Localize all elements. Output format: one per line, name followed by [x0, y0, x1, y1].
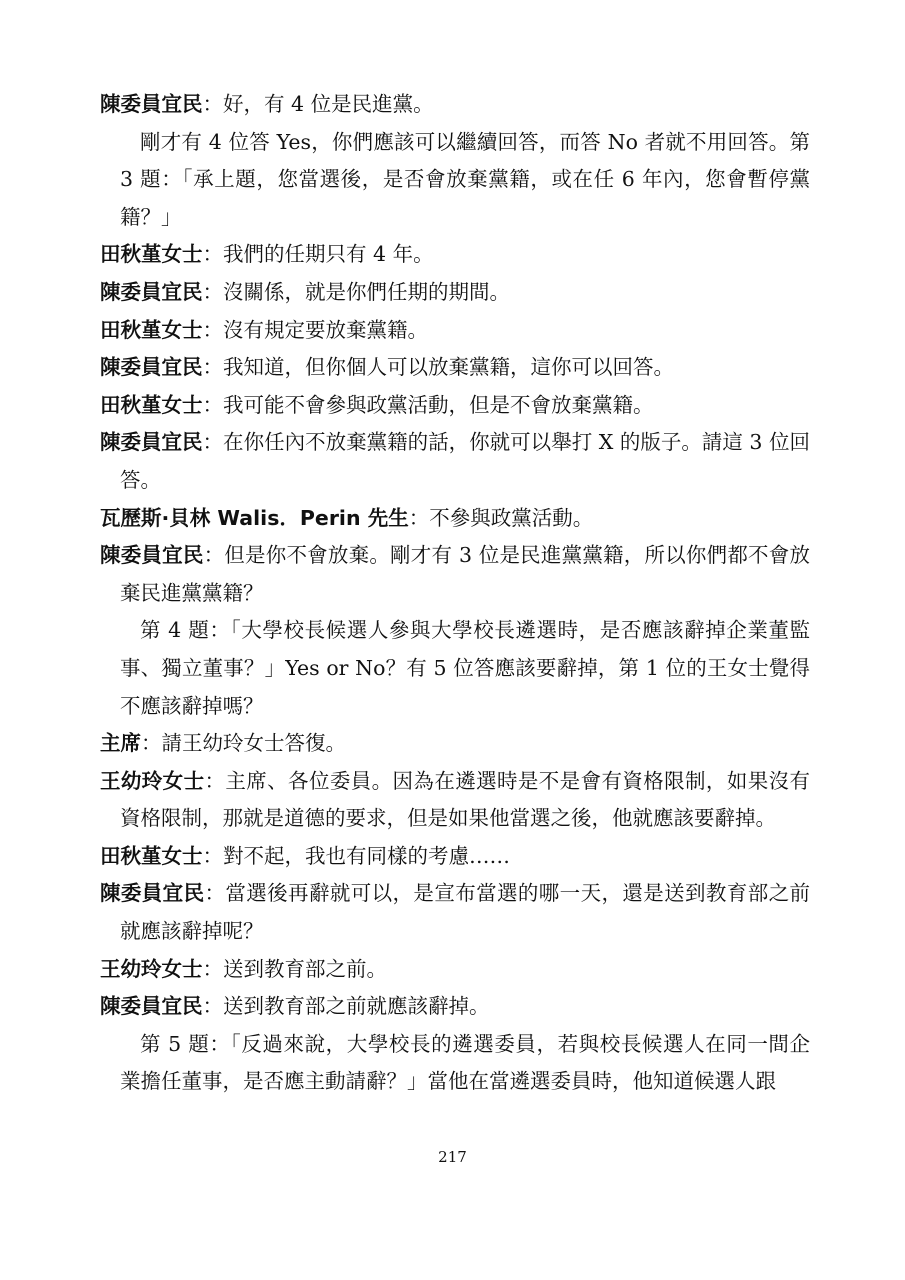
paragraph-12	[100, 725, 810, 763]
paragraph-7	[100, 387, 810, 425]
speech-text: ：送到教育部之前就應該辭掉。	[202, 994, 490, 1019]
speech-text: ：對不起，我也有同樣的考慮……	[202, 843, 510, 868]
speech-text: ：主席、各位委員。因為在遴選時是不是會有資格限制，如果沒有資格限制，那就是道德的要求，但是如果他當選之後，他就應該要辭掉。	[120, 768, 811, 831]
speech-text: ：不參與政黨活動。	[408, 505, 594, 530]
speech-text: ：請王幼玲女士答復。	[141, 731, 346, 756]
paragraph-10	[100, 537, 810, 612]
speech-text: ：在你任內不放棄黨籍的話，你就可以舉打 X 的版子。請這 3 位回答。	[120, 430, 811, 492]
speech-text: ：但是你不會放棄。剛才有 3 位是民進黨黨籍，所以你們都不會放棄民進黨黨籍？	[120, 543, 810, 605]
speech-text: ：我們的任期只有 4 年。	[202, 242, 434, 267]
speaker: 王幼玲女士	[100, 956, 203, 981]
paragraph-8	[100, 424, 810, 499]
paragraph-4	[100, 274, 810, 312]
speaker: 陳委員宜民	[100, 355, 203, 380]
paragraph-11	[100, 612, 810, 725]
speech-text: 第 4 題：「大學校長候選人參與大學校長遴選時，是否應該辭掉企業董監事、獨立董事？」Yes or No？有 5 位答應該要辭掉，第 1 位的王女士覺得不應該辭掉嗎？	[120, 618, 810, 718]
speaker: 王幼玲女士	[100, 768, 205, 793]
speech-text: ：我知道，但你個人可以放棄黨籍，這你可以回答。	[202, 355, 674, 380]
transcript-body	[100, 86, 810, 1101]
paragraph-2	[100, 124, 810, 237]
speech-text: ：我可能不會參與政黨活動，但是不會放棄黨籍。	[202, 392, 654, 417]
speaker: 主席	[100, 731, 141, 756]
speech-text: 第 5 題：「反過來說，大學校長的遴選委員，若與校長候選人在同一間企業擔任董事，是否應主動請辭？」當他在當遴選委員時，他知道候選人跟	[120, 1031, 810, 1094]
paragraph-17	[100, 988, 810, 1026]
paragraph-3	[100, 236, 810, 274]
paragraph-9	[100, 500, 810, 538]
speaker: 田秋堇女士	[100, 317, 203, 342]
speaker: 陳委員宜民	[100, 430, 203, 455]
speaker: 陳委員宜民	[100, 279, 203, 304]
speaker: 田秋堇女士	[100, 392, 203, 417]
page-number: 217	[438, 1148, 467, 1166]
speech-text: ：沒關係，就是你們任期的期間。	[202, 279, 510, 304]
paragraph-16	[100, 951, 810, 989]
paragraph-6	[100, 349, 810, 387]
paragraph-18	[100, 1026, 810, 1101]
speaker: 陳委員宜民	[100, 994, 203, 1019]
paragraph-1	[100, 86, 810, 124]
speaker: 田秋堇女士	[100, 843, 203, 868]
paragraph-14	[100, 838, 810, 876]
paragraph-5	[100, 312, 810, 350]
speech-text: ：沒有規定要放棄黨籍。	[202, 317, 428, 342]
speech-text: ：當選後再辭就可以，是宣布當選的哪一天，還是送到教育部之前就應該辭掉呢？	[120, 881, 811, 944]
speech-text: ：送到教育部之前。	[202, 956, 387, 981]
speech-text: ：好，有 4 位是民進黨。	[202, 92, 434, 116]
speaker: 陳委員宜民	[100, 881, 205, 906]
speaker: 瓦歷斯·貝林 Walis．Perin 先生	[100, 505, 409, 530]
paragraph-13	[100, 763, 810, 838]
speaker: 田秋堇女士	[100, 242, 203, 267]
speaker: 陳委員宜民	[100, 543, 204, 568]
speaker: 陳委員宜民	[100, 92, 203, 116]
speech-text: 剛才有 4 位答 Yes，你們應該可以繼續回答，而答 No 者就不用回答。第 3 題：「承上題，您當選後，是否會放棄黨籍，或在任 6 年內，您會暫停黨籍？」	[120, 129, 810, 229]
paragraph-15	[100, 875, 810, 950]
